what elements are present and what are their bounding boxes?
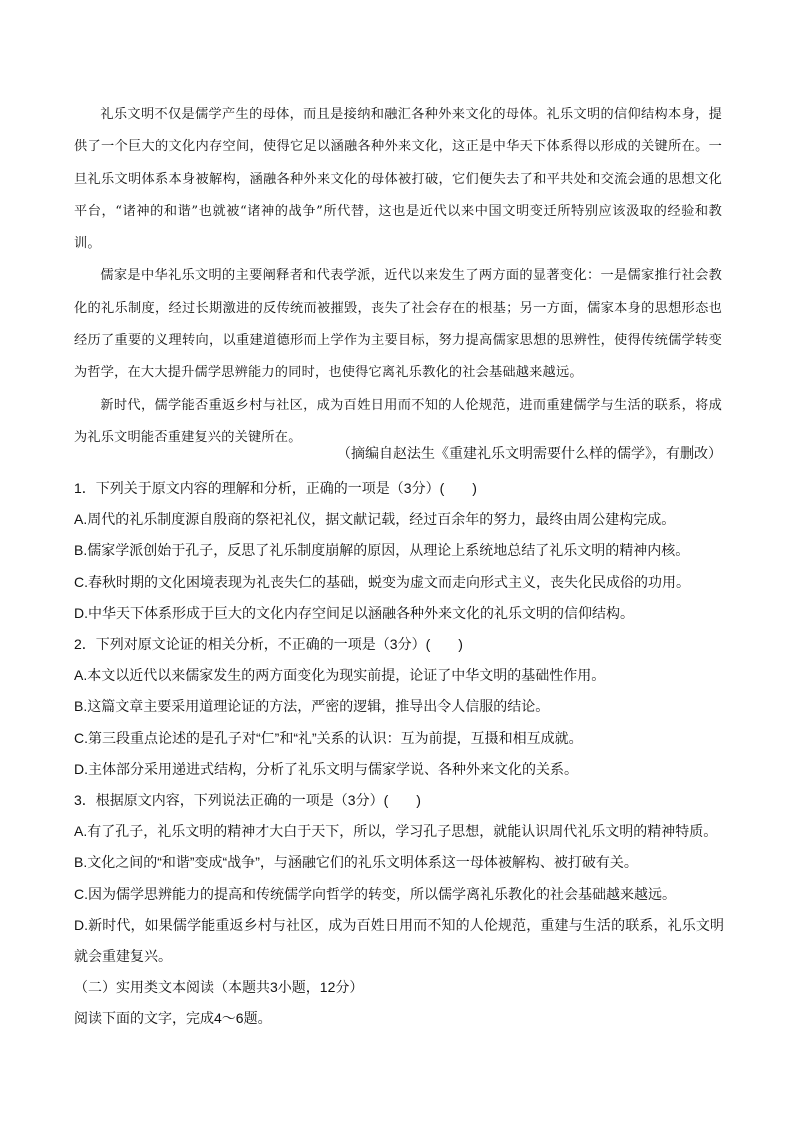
question-3-option-a: A.有了孔子，礼乐文明的精神才大白于天下，所以，学习孔子思想，就能认识周代礼乐文明的精神特质。 xyxy=(74,823,718,840)
question-1-option-d: D.中华天下体系形成于巨大的文化内存空间足以涵融各种外来文化的礼乐文明的信仰结构。 xyxy=(74,604,634,621)
question-3-stem: 3．根据原文内容，下列说法正确的一项是（3分）( ) xyxy=(74,792,421,809)
section-heading: （二）实用类文本阅读（本题共3小题，12分） xyxy=(74,979,364,996)
question-3-option-c: C.因为儒学思辨能力的提高和传统儒学向哲学的转变，所以儒学离礼乐教化的社会基础越来越远。 xyxy=(74,885,676,902)
passage-source: （摘编自赵法生《重建礼乐文明需要什么样的儒学》，有删改） xyxy=(337,445,722,461)
reading-passage xyxy=(74,99,722,454)
section-instruction: 阅读下面的文字，完成4～6题。 xyxy=(74,1010,272,1027)
question-2-option-c: C.第三段重点论述的是孔子对“仁”和“礼”关系的认识：互为前提，互摄和相互成就。 xyxy=(74,729,583,746)
question-2-option-a: A.本文以近代以来儒家发生的两方面变化为现实前提，论证了中华文明的基础性作用。 xyxy=(74,667,606,684)
question-1-option-b: B.儒家学派创始于孔子，反思了礼乐制度崩解的原因，从理论上系统地总结了礼乐文明的精神内核。 xyxy=(74,542,690,559)
question-2-option-b: B.这篇文章主要采用道理论证的方法，严密的逻辑，推导出令人信服的结论。 xyxy=(74,698,550,715)
question-1-stem: 1．下列关于原文内容的理解和分析，正确的一项是（3分）( ) xyxy=(74,480,477,496)
passage-paragraph-1: 礼乐文明不仅是儒学产生的母体，而且是接纳和融汇各种外来文化的母体。礼乐文明的信仰结构本身，提供了一个巨大的文化内存空间，使得它足以涵融各种外来文化，这正是中华天下体系得以形成的关键所在。一旦礼乐文明体系本身被解构，涵融各种外来文化的母体被打破，它们便失去了和平共处和交流会通的思想文化平台，“诸神的和谐”也就被“诸神的战争”所代替，这也是近代以来中国文明变迁所特别应该汲取的经验和教训。 xyxy=(74,107,722,252)
question-2-option-d: D.主体部分采用递进式结构，分析了礼乐文明与儒家学说、各种外来文化的关系。 xyxy=(74,760,578,777)
passage-paragraph-3: 新时代，儒学能否重返乡村与社区，成为百姓日用而不知的人伦规范，进而重建儒学与生活的联系，将成为礼乐文明能否重建复兴的关键所在。 xyxy=(74,397,722,445)
question-3-option-b: B.文化之间的“和谐”变成“战争”，与涵融它们的礼乐文明体系这一母体被解构、被打破有关。 xyxy=(74,854,638,871)
passage-paragraph-2: 儒家是中华礼乐文明的主要阐释者和代表学派，近代以来发生了两方面的显著变化：一是儒家推行社会教化的礼乐制度，经过长期激进的反传统而被摧毁，丧失了社会存在的根基；另一方面，儒家本身的思想形态也经历了重要的义理转向，以重建道德形而上学作为主要目标，努力提高儒家思想的思辨性，使得传统儒学转变为哲学，在大大提升儒学思辨能力的同时，也使得它离礼乐教化的社会基础越来越远。 xyxy=(74,268,722,381)
questions-block xyxy=(74,473,724,1035)
question-2-stem: 2．下列对原文论证的相关分析，不正确的一项是（3分）( ) xyxy=(74,636,463,653)
question-1-option-c: C.春秋时期的文化困境表现为礼丧失仁的基础，蜕变为虚文而走向形式主义，丧失化民成俗的功用。 xyxy=(74,573,690,590)
question-1-option-a: A.周代的礼乐制度源自殷商的祭祀礼仪，据文献记载，经过百余年的努力，最终由周公建构完成。 xyxy=(74,511,676,528)
question-3-option-d: D.新时代，如果儒学能重返乡村与社区，成为百姓日用而不知的人伦规范，重建与生活的联系，礼乐文明就会重建复兴。 xyxy=(74,916,724,965)
